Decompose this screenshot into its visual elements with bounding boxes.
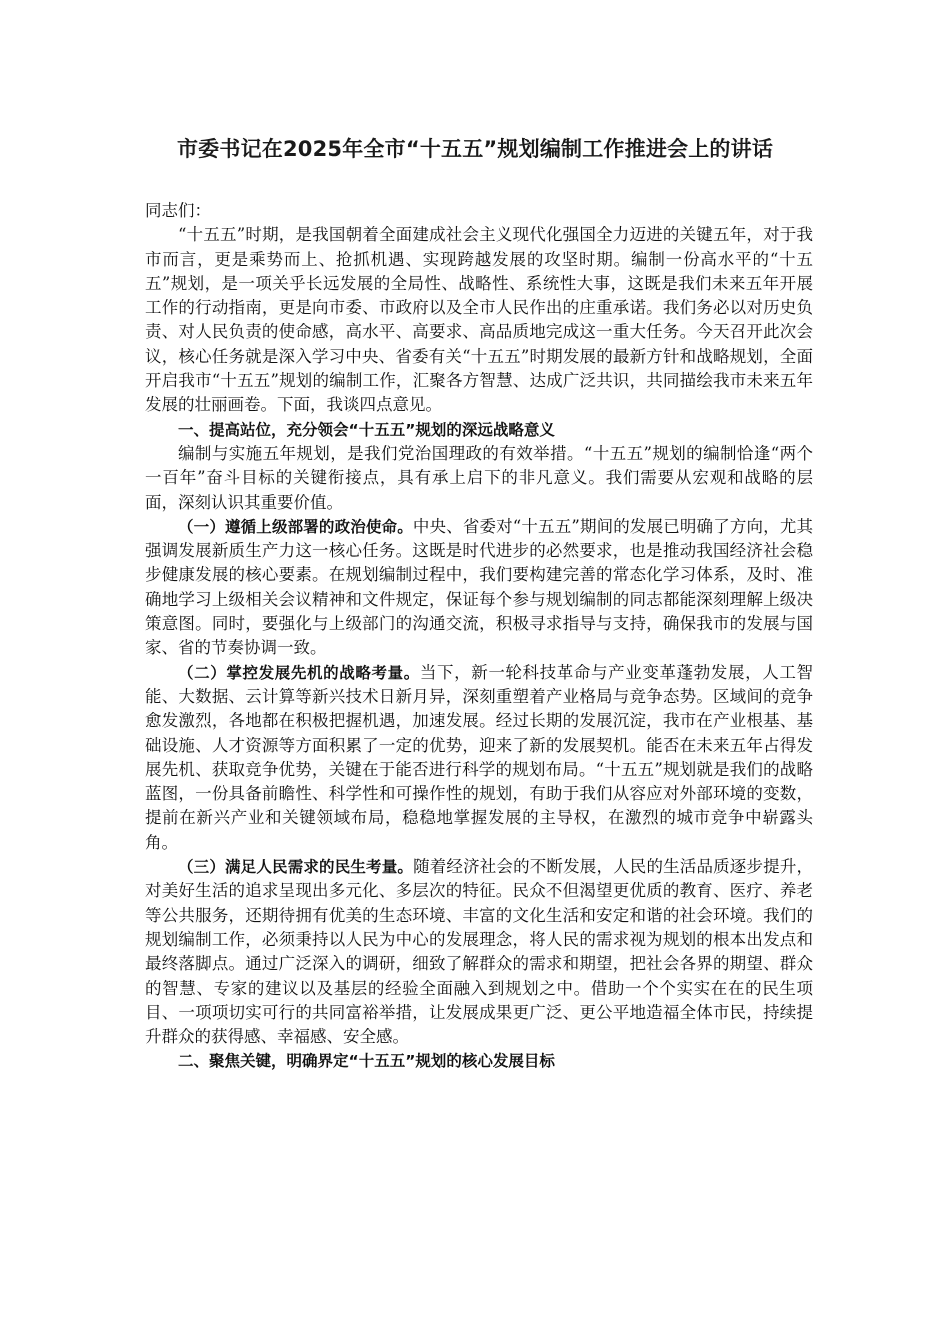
subsection-1-2 — [145, 661, 813, 855]
subsection-1-2-lead: （二）掌控发展先机的战略考量。 — [178, 663, 420, 682]
subsection-1-3-lead: （三）满足人民需求的民生考量。 — [178, 858, 414, 877]
subsection-1-1-lead: （一）遵循上级部署的政治使命。 — [178, 517, 413, 536]
subsection-1-3-text: 随着经济社会的不断发展，人民的生活品质逐步提升，对美好生活的追求呈现出多元化、多层次的特征。民众不但渴望更优质的教育、医疗、养老等公共服务，还期待拥有优美的生态环境、丰富的文化生活和安定和谐的社会环境。我们的规划编制工作，必须秉持以人民为中心的发展理念，将人民的需求视为规划的根本出发点和最终落脚点。通过广泛深入的调研，细致了解群众的需求和期望，把社会各界的期望、群众的智慧、专家的建议以及基层的经验全面融入到规划之中。借助一个个实实在在的民生项目、一项项切实可行的共同富裕举措，让发展成果更广泛、更公平地造福全体市民，持续提升群众的获得感、幸福感、安全感。 — [145, 857, 813, 1047]
subsection-1-3 — [145, 855, 813, 1049]
section-1-heading: 一、提高站位，充分领会“十五五”规划的深远战略意义 — [178, 420, 555, 439]
document-title: 市委书记在2025年全市“十五五”规划编制工作推进会上的讲话 — [176, 137, 774, 161]
subsection-1-1-text: 中央、省委对“十五五”期间的发展已明确了方向，尤其强调发展新质生产力这一核心任务。这既是时代进步的必然要求，也是推动我国经济社会稳步健康发展的核心要素。在规划编制过程中，我们要构建完善的常态化学习体系，及时、准确地学习上级相关会议精神和文件规定，保证每个参与规划编制的同志都能深刻理解上级决策意图。同时，要强化与上级部门的沟通交流，积极寻求指导与支持，确保我市的发展与国家、省的节奏协调一致。 — [145, 516, 813, 658]
document-body — [145, 199, 813, 1074]
intro-paragraph: “十五五”时期，是我国朝着全面建成社会主义现代化强国全力迈进的关键五年，对于我市而言，更是乘势而上、抢抓机遇、实现跨越发展的攻坚时期。编制一份高水平的“十五五”规划，是一项关乎长远发展的全局性、战略性、系统性大事，这既是我们未来五年开展工作的行动指南，更是向市委、市政府以及全市人民作出的庄重承诺。我们务必以对历史负责、对人民负责的使命感，高水平、高要求、高品质地完成这一重大任务。今天召开此次会议，核心任务就是深入学习中央、省委有关“十五五”时期发展的最新方针和战略规划，全面开启我市“十五五”规划的编制工作，汇聚各方智慧、达成广泛共识，共同描绘我市未来五年发展的壮丽画卷。下面，我谈四点意见。 — [145, 225, 813, 415]
section-2-heading: 二、聚焦关键，明确界定“十五五”规划的核心发展目标 — [178, 1052, 555, 1071]
salutation: 同志们： — [145, 201, 211, 220]
subsection-1-2-text: 当下，新一轮科技革命与产业变革蓬勃发展，人工智能、大数据、云计算等新兴技术日新月异，深刻重塑着产业格局与竞争态势。区域间的竞争愈发激烈，各地都在积极把握机遇，加速发展。经过长期的发展沉淀，我市在产业根基、基础设施、人才资源等方面积累了一定的优势，迎来了新的发展契机。能否在未来五年占得发展先机、获取竞争优势，关键在于能否进行科学的规划布局。“十五五”规划就是我们的战略蓝图，一份具备前瞻性、科学性和可操作性的规划，有助于我们从容应对外部环境的变数，提前在新兴产业和关键领域布局，稳稳地掌握发展的主导权，在激烈的城市竞争中崭露头角。 — [145, 662, 813, 852]
subsection-1-1 — [145, 515, 813, 661]
section-1-paragraph: 编制与实施五年规划，是我们党治国理政的有效举措。“十五五”规划的编制恰逢“两个一百年”奋斗目标的关键衔接点，具有承上启下的非凡意义。我们需要从宏观和战略的层面，深刻认识其重要价值。 — [145, 443, 813, 512]
